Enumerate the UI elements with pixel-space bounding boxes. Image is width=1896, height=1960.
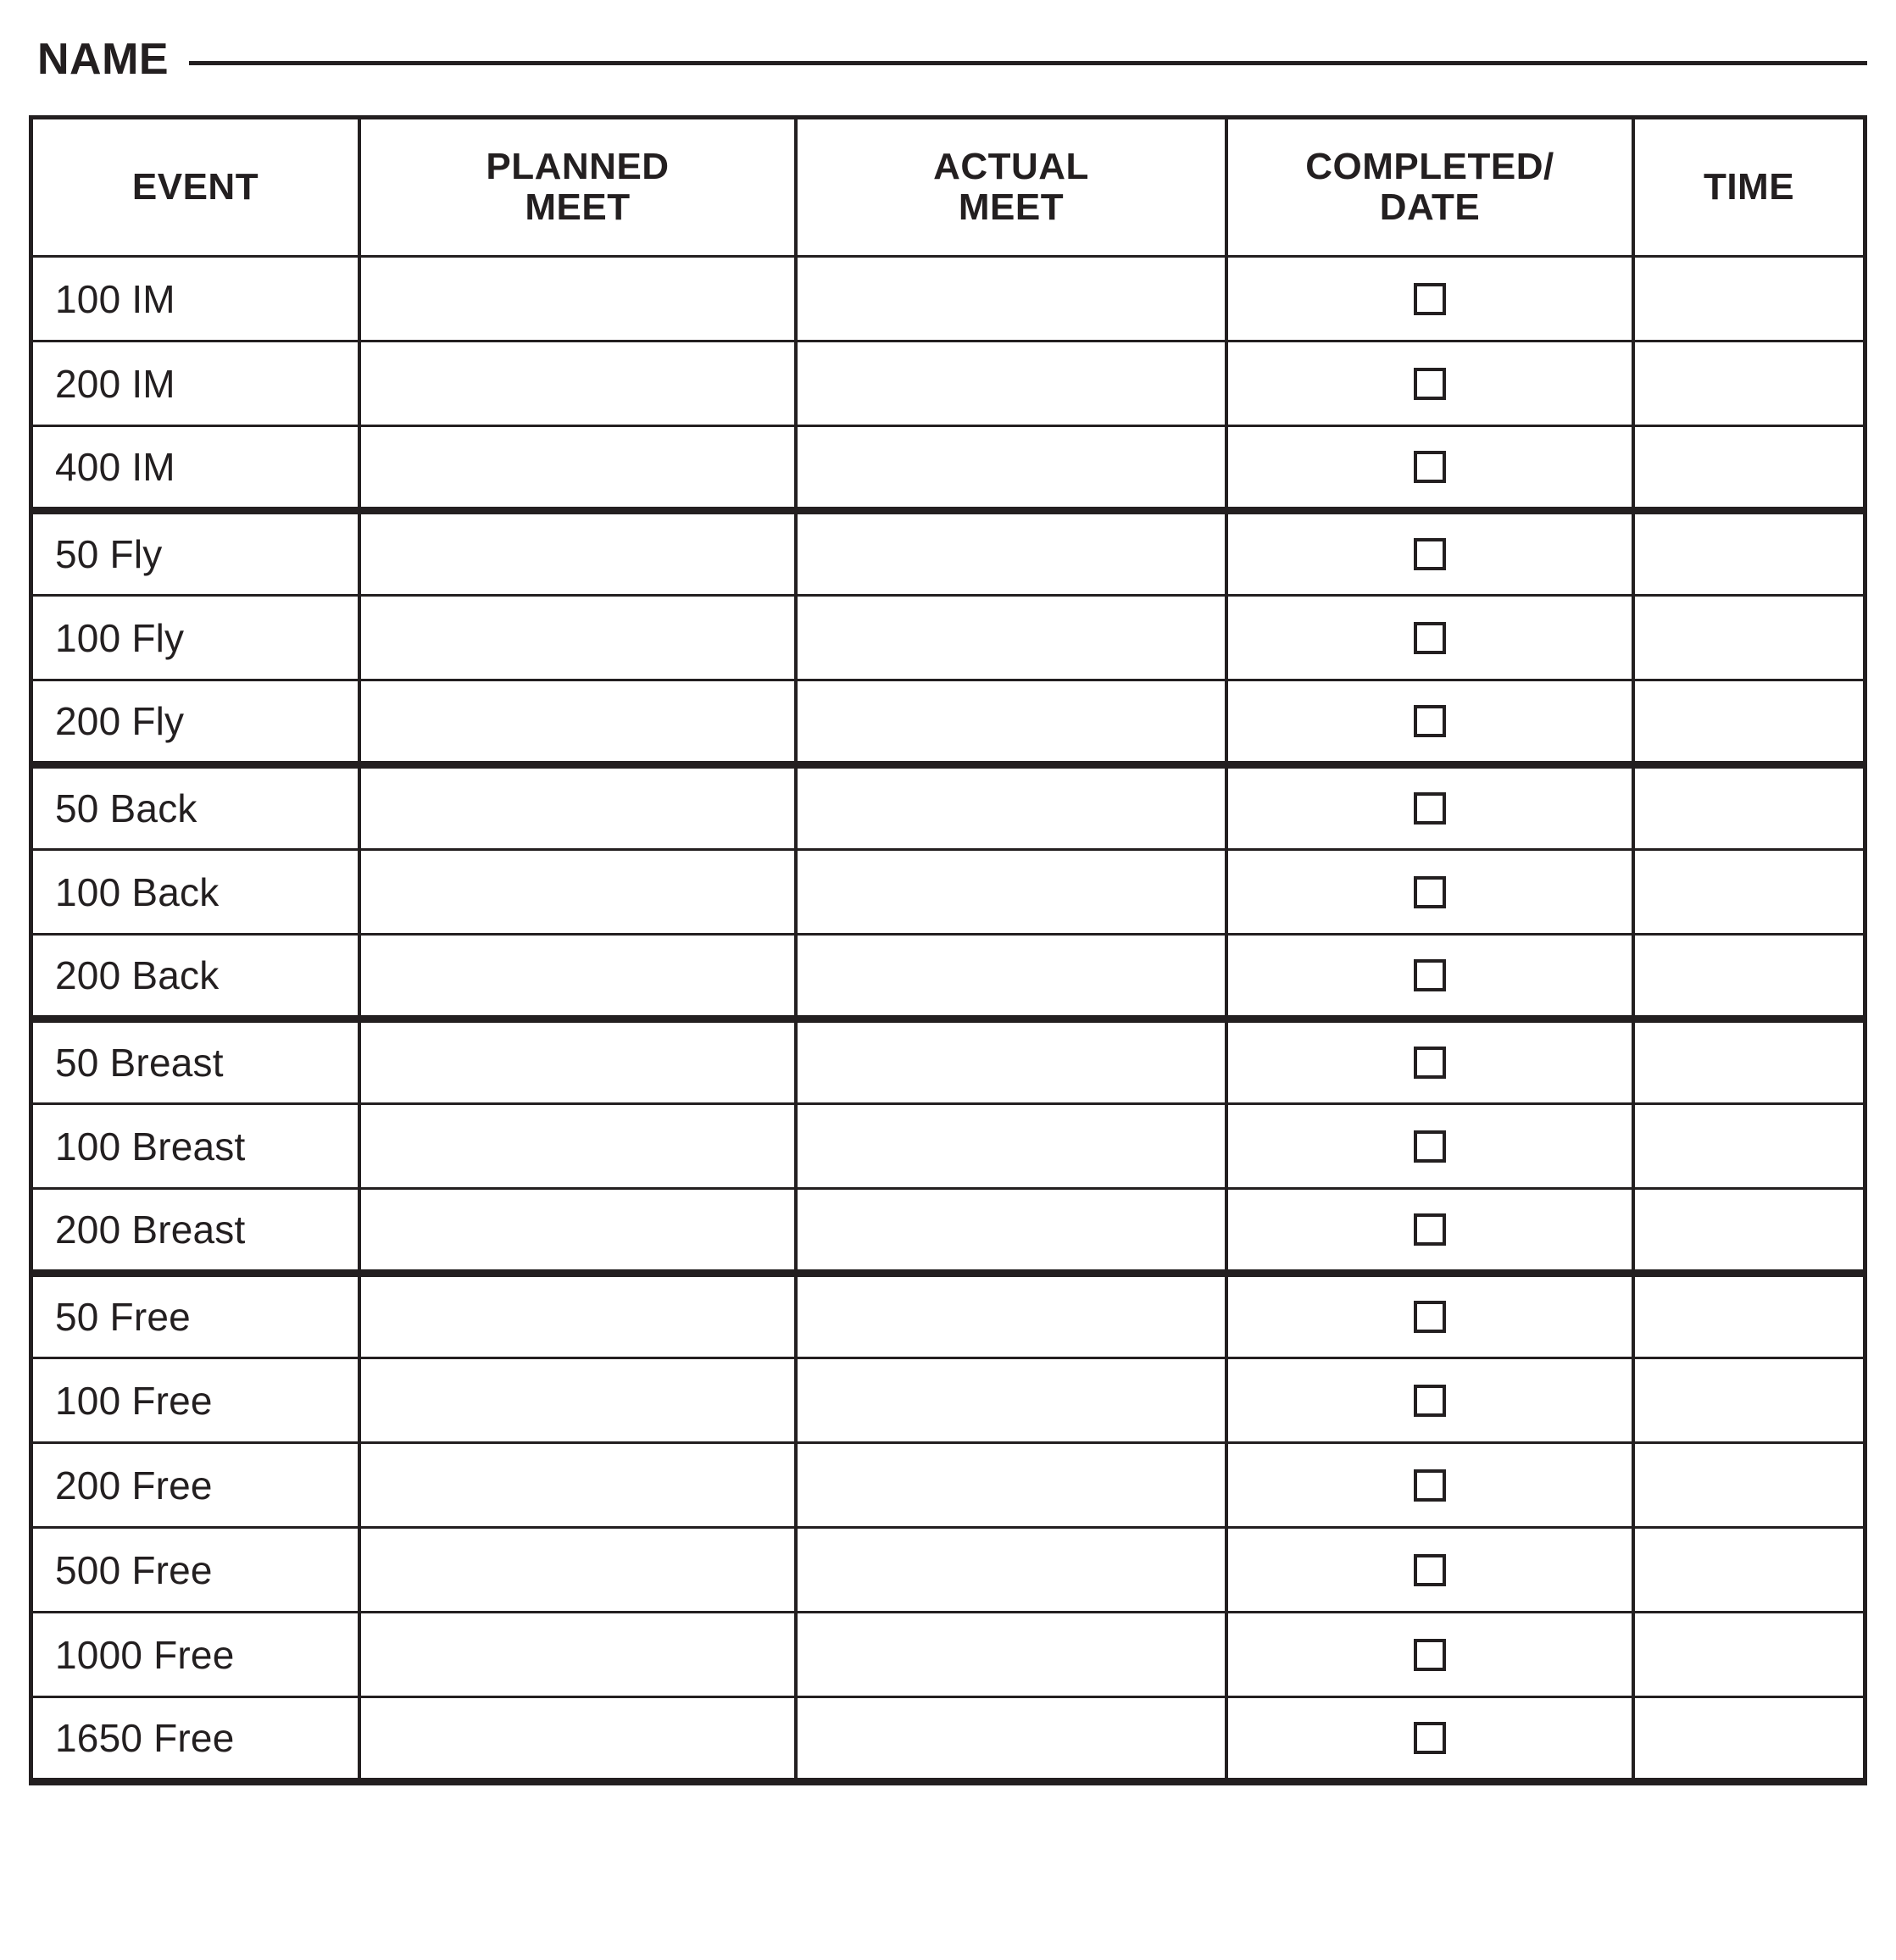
time-cell[interactable] bbox=[1633, 596, 1863, 680]
event-name-cell: 100 Breast bbox=[33, 1104, 359, 1189]
event-name-cell: 200 IM bbox=[33, 341, 359, 426]
checkbox-icon[interactable] bbox=[1414, 1301, 1446, 1333]
completed-date-cell[interactable] bbox=[1226, 680, 1633, 765]
time-cell[interactable] bbox=[1633, 765, 1863, 850]
column-header-completed-date-line2: DATE bbox=[1379, 186, 1481, 228]
actual-meet-cell[interactable] bbox=[796, 1274, 1226, 1358]
completed-date-cell[interactable] bbox=[1226, 596, 1633, 680]
table-header bbox=[33, 119, 1863, 257]
actual-meet-cell[interactable] bbox=[796, 1104, 1226, 1189]
table-header-row bbox=[33, 119, 1863, 257]
time-cell[interactable] bbox=[1633, 1697, 1863, 1782]
column-header-completed-date-line1: COMPLETED/ bbox=[1305, 145, 1554, 187]
actual-meet-cell[interactable] bbox=[796, 1019, 1226, 1104]
event-name-cell: 200 Fly bbox=[33, 680, 359, 765]
table-row bbox=[33, 1104, 1863, 1189]
actual-meet-cell[interactable] bbox=[796, 341, 1226, 426]
checkbox-icon[interactable] bbox=[1414, 368, 1446, 400]
event-name-cell: 1000 Free bbox=[33, 1613, 359, 1697]
name-input-line[interactable] bbox=[189, 61, 1867, 65]
planned-meet-cell[interactable] bbox=[359, 341, 796, 426]
completed-date-cell[interactable] bbox=[1226, 765, 1633, 850]
planned-meet-cell[interactable] bbox=[359, 935, 796, 1019]
column-header-event bbox=[33, 119, 359, 257]
checkbox-icon[interactable] bbox=[1414, 1469, 1446, 1502]
actual-meet-cell[interactable] bbox=[796, 680, 1226, 765]
time-cell[interactable] bbox=[1633, 1358, 1863, 1443]
event-name-cell: 400 IM bbox=[33, 426, 359, 511]
time-cell[interactable] bbox=[1633, 935, 1863, 1019]
table-row bbox=[33, 1274, 1863, 1358]
events-table-frame bbox=[29, 115, 1867, 1785]
event-name-cell: 50 Breast bbox=[33, 1019, 359, 1104]
time-cell[interactable] bbox=[1633, 1613, 1863, 1697]
table-row bbox=[33, 511, 1863, 596]
planned-meet-cell[interactable] bbox=[359, 1104, 796, 1189]
checkbox-icon[interactable] bbox=[1414, 705, 1446, 737]
completed-date-cell[interactable] bbox=[1226, 511, 1633, 596]
actual-meet-cell[interactable] bbox=[796, 1189, 1226, 1274]
checkbox-icon[interactable] bbox=[1414, 451, 1446, 483]
completed-date-cell[interactable] bbox=[1226, 1019, 1633, 1104]
event-name-cell: 500 Free bbox=[33, 1528, 359, 1613]
time-cell[interactable] bbox=[1633, 511, 1863, 596]
table-row bbox=[33, 1528, 1863, 1613]
checkbox-icon[interactable] bbox=[1414, 1130, 1446, 1163]
checkbox-icon[interactable] bbox=[1414, 792, 1446, 825]
completed-date-cell[interactable] bbox=[1226, 1697, 1633, 1782]
table-row bbox=[33, 1613, 1863, 1697]
table-row bbox=[33, 935, 1863, 1019]
planned-meet-cell[interactable] bbox=[359, 511, 796, 596]
time-cell[interactable] bbox=[1633, 1274, 1863, 1358]
table-row bbox=[33, 257, 1863, 341]
planned-meet-cell[interactable] bbox=[359, 1019, 796, 1104]
name-label: NAME bbox=[37, 35, 170, 84]
actual-meet-cell[interactable] bbox=[796, 596, 1226, 680]
checkbox-icon[interactable] bbox=[1414, 1385, 1446, 1417]
checkbox-icon[interactable] bbox=[1414, 1047, 1446, 1079]
time-cell[interactable] bbox=[1633, 341, 1863, 426]
time-cell[interactable] bbox=[1633, 426, 1863, 511]
time-cell[interactable] bbox=[1633, 680, 1863, 765]
column-header-actual-meet-line2: MEET bbox=[958, 186, 1065, 228]
table-row bbox=[33, 680, 1863, 765]
completed-date-cell[interactable] bbox=[1226, 850, 1633, 935]
event-name-cell: 100 Fly bbox=[33, 596, 359, 680]
checkbox-icon[interactable] bbox=[1414, 1554, 1446, 1586]
planned-meet-cell[interactable] bbox=[359, 1613, 796, 1697]
completed-date-cell[interactable] bbox=[1226, 1358, 1633, 1443]
event-name-cell: 100 Back bbox=[33, 850, 359, 935]
event-name-cell: 100 Free bbox=[33, 1358, 359, 1443]
planned-meet-cell[interactable] bbox=[359, 426, 796, 511]
event-name-cell: 1650 Free bbox=[33, 1697, 359, 1782]
completed-date-cell[interactable] bbox=[1226, 935, 1633, 1019]
completed-date-cell[interactable] bbox=[1226, 1189, 1633, 1274]
planned-meet-cell[interactable] bbox=[359, 1528, 796, 1613]
planned-meet-cell[interactable] bbox=[359, 680, 796, 765]
planned-meet-cell[interactable] bbox=[359, 1274, 796, 1358]
column-header-planned-meet-line2: MEET bbox=[525, 186, 631, 228]
checkbox-icon[interactable] bbox=[1414, 622, 1446, 654]
actual-meet-cell[interactable] bbox=[796, 1443, 1226, 1528]
time-cell[interactable] bbox=[1633, 1104, 1863, 1189]
completed-date-cell[interactable] bbox=[1226, 1613, 1633, 1697]
completed-date-cell[interactable] bbox=[1226, 426, 1633, 511]
completed-date-cell[interactable] bbox=[1226, 257, 1633, 341]
actual-meet-cell[interactable] bbox=[796, 1528, 1226, 1613]
table-row bbox=[33, 596, 1863, 680]
actual-meet-cell[interactable] bbox=[796, 257, 1226, 341]
event-name-cell: 50 Free bbox=[33, 1274, 359, 1358]
checkbox-icon[interactable] bbox=[1414, 1639, 1446, 1671]
actual-meet-cell[interactable] bbox=[796, 935, 1226, 1019]
table-row bbox=[33, 1358, 1863, 1443]
event-name-cell: 50 Back bbox=[33, 765, 359, 850]
planned-meet-cell[interactable] bbox=[359, 765, 796, 850]
planned-meet-cell[interactable] bbox=[359, 850, 796, 935]
table-row bbox=[33, 1443, 1863, 1528]
completed-date-cell[interactable] bbox=[1226, 1104, 1633, 1189]
column-header-completed-date bbox=[1226, 119, 1633, 257]
event-name-cell: 100 IM bbox=[33, 257, 359, 341]
planned-meet-cell[interactable] bbox=[359, 596, 796, 680]
table-row bbox=[33, 765, 1863, 850]
checkbox-icon[interactable] bbox=[1414, 283, 1446, 315]
time-cell[interactable] bbox=[1633, 1019, 1863, 1104]
completed-date-cell[interactable] bbox=[1226, 1443, 1633, 1528]
table-row bbox=[33, 1697, 1863, 1782]
checkbox-icon[interactable] bbox=[1414, 1722, 1446, 1754]
table-row bbox=[33, 1189, 1863, 1274]
events-table bbox=[33, 119, 1863, 1785]
column-header-event-label: EVENT bbox=[131, 165, 259, 208]
event-name-cell: 200 Breast bbox=[33, 1189, 359, 1274]
table-body bbox=[33, 257, 1863, 1782]
actual-meet-cell[interactable] bbox=[796, 426, 1226, 511]
time-cell[interactable] bbox=[1633, 850, 1863, 935]
table-row bbox=[33, 1019, 1863, 1104]
table-row bbox=[33, 426, 1863, 511]
column-header-planned-meet-line1: PLANNED bbox=[486, 145, 670, 187]
event-name-cell: 200 Free bbox=[33, 1443, 359, 1528]
time-cell[interactable] bbox=[1633, 1528, 1863, 1613]
table-row bbox=[33, 850, 1863, 935]
planned-meet-cell[interactable] bbox=[359, 1189, 796, 1274]
column-header-actual-meet-line1: ACTUAL bbox=[933, 145, 1089, 187]
planned-meet-cell[interactable] bbox=[359, 1358, 796, 1443]
checkbox-icon[interactable] bbox=[1414, 959, 1446, 991]
actual-meet-cell[interactable] bbox=[796, 850, 1226, 935]
planned-meet-cell[interactable] bbox=[359, 257, 796, 341]
event-name-cell: 200 Back bbox=[33, 935, 359, 1019]
actual-meet-cell[interactable] bbox=[796, 1697, 1226, 1782]
completed-date-cell[interactable] bbox=[1226, 1274, 1633, 1358]
completed-date-cell[interactable] bbox=[1226, 1528, 1633, 1613]
name-field-row bbox=[29, 34, 1867, 115]
time-cell[interactable] bbox=[1633, 1189, 1863, 1274]
column-header-planned-meet bbox=[359, 119, 796, 257]
checkbox-icon[interactable] bbox=[1414, 876, 1446, 908]
column-header-time bbox=[1633, 119, 1863, 257]
actual-meet-cell[interactable] bbox=[796, 765, 1226, 850]
column-header-time-label: TIME bbox=[1703, 165, 1795, 208]
event-name-cell: 50 Fly bbox=[33, 511, 359, 596]
time-cell[interactable] bbox=[1633, 1443, 1863, 1528]
table-row bbox=[33, 341, 1863, 426]
actual-meet-cell[interactable] bbox=[796, 1358, 1226, 1443]
checkbox-icon[interactable] bbox=[1414, 538, 1446, 570]
time-cell[interactable] bbox=[1633, 257, 1863, 341]
planned-meet-cell[interactable] bbox=[359, 1443, 796, 1528]
checkbox-icon[interactable] bbox=[1414, 1213, 1446, 1246]
column-header-actual-meet bbox=[796, 119, 1226, 257]
planned-meet-cell[interactable] bbox=[359, 1697, 796, 1782]
completed-date-cell[interactable] bbox=[1226, 341, 1633, 426]
actual-meet-cell[interactable] bbox=[796, 511, 1226, 596]
actual-meet-cell[interactable] bbox=[796, 1613, 1226, 1697]
